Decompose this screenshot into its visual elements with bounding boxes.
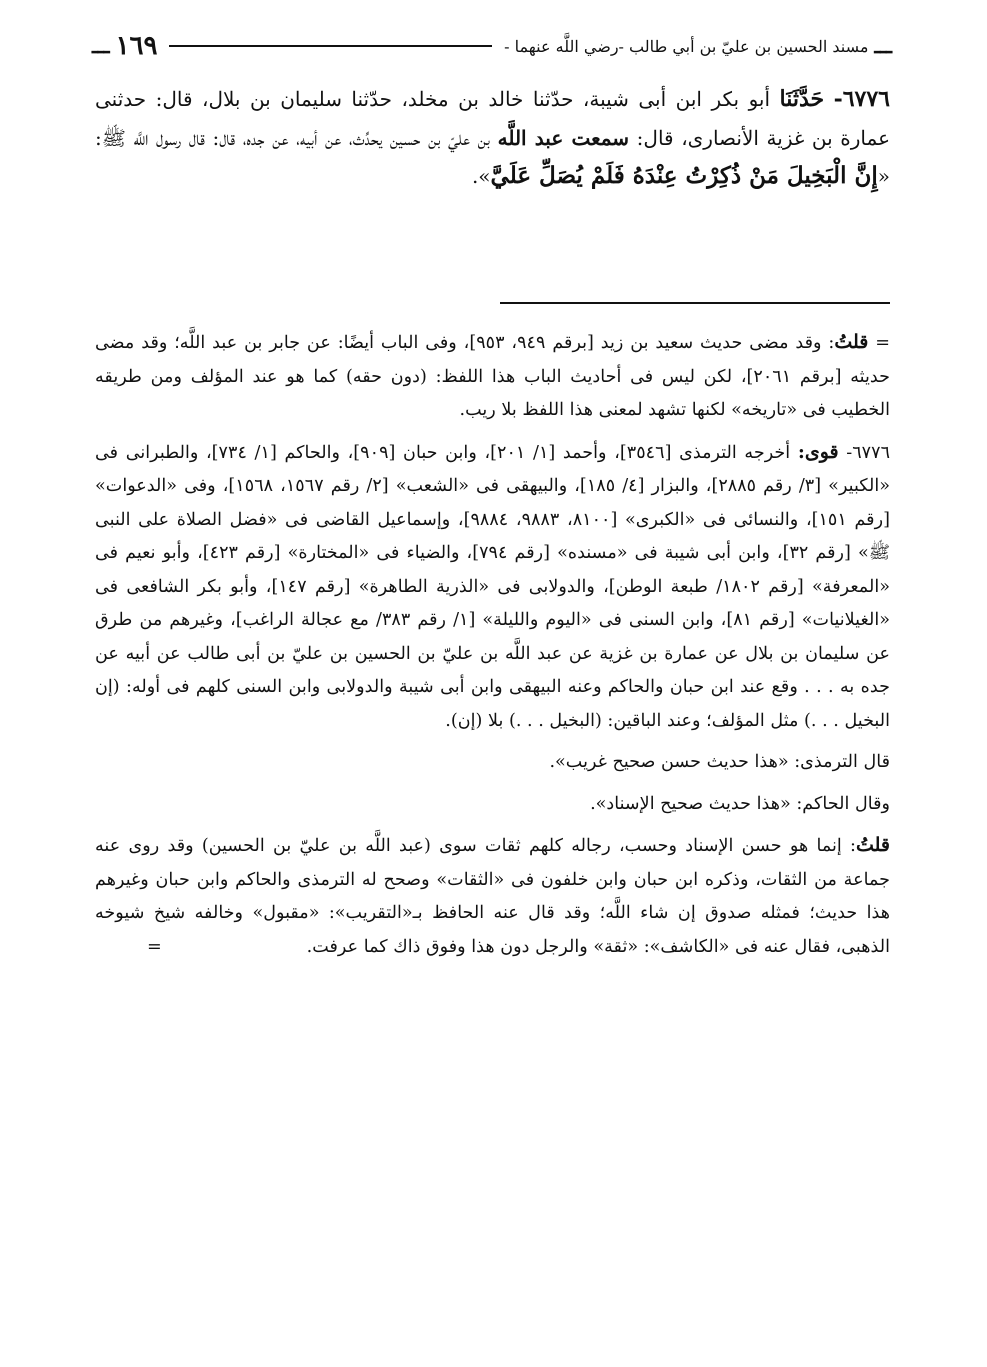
takhrij-number: ٦٧٧٦- [846, 442, 891, 463]
header-lead-dash: ـــ [874, 34, 892, 58]
continuation-mark-end: = [147, 936, 162, 957]
author-comment [95, 829, 890, 964]
hadith-quote: إِنَّ الْبَخِيلَ مَنْ ذُكِرْتُ عِنْدَهُ فَلَمْ يُصَلِّ عَلَيَّ [490, 162, 878, 189]
header-rule [169, 45, 492, 47]
takhrij-note [95, 436, 890, 739]
header-tail-dash: ـــ [92, 34, 110, 58]
note-keyword: قلتُ [834, 331, 869, 353]
hadith-number: ٦٧٧٦- [833, 86, 890, 112]
bold-phrase: سمعت عبد اللَّه [497, 125, 630, 150]
continuation-mark: = [875, 333, 891, 353]
footnote-separator [500, 302, 890, 304]
note-text: : وقد مضى حديث سعيد بن زيد [برقم ٩٤٩، ٩٥٣]، وفى الباب أيضًا: عن جابر بن عبد اللَّه؛ وقد مضى حديثه [برقم ٢٠٦١]، لكن ليس فى أحاديث الباب هذا اللفظ: (دون حقه) كما هو عند المؤلف ومن طريقه الخطيب فى «تاريخه» لكنها تشهد لمعنى هذا اللفظ بلا ريب. [95, 333, 890, 420]
takhrij-grade: قوى: [797, 440, 839, 463]
page-number: ١٦٩ [115, 31, 158, 61]
takhrij-text: أخرجه الترمذى [٣٥٤٦]، وأحمد [١/ ٢٠١]، وابن حبان [٩٠٩]، والحاكم [١/ ٧٣٤]، والطبرانى فى «الكبير» [٣/ رقم ٢٨٨٥]، والبزار [٤/ ١٨٥]، والبيهقى فى «الشعب» [٢/ رقم ١٥٦٧، ١٥٦٨]، وفى «الدعوات» [رقم ١٥١]، والنسائى فى «الكبرى» [٨١٠٠، ٩٨٨٣، ٩٨٨٤]، وإسماعيل القاضى فى «فضل الصلاة على النبى ﷺ» [رقم ٣٢]، وابن أبى شيبة فى «مسنده» [رقم ٧٩٤]، والضياء فى «المختارة» [رقم ٤٢٣]، وأبو نعيم فى «المعرفة» [رقم ١٨٠٢/ طبعة الوطن]، والدولابى فى «الذرية الطاهرة» [رقم ١٤٧]، وأبو بكر الشافعى فى «الغيلانيات» [رقم ٨١]، وابن السنى فى «اليوم والليلة» [١/ رقم ٣٨٣/ مع عجالة الراغب]، وغيرهم من طرق عن سليمان بن بلال عن عمارة بن غزية عن عبد اللَّه بن عليّ بن الحسين بن عليّ بن أبى طالب عن أبيه عن جده به . . . وقع عند ابن حبان والحاكم وعنه البيهقى وابن أبى شيبة والدولابى وابن السنى كلهم فى أوله: (إن البخيل . . .) مثل المؤلف؛ وعند الباقين: (البخيل . . .) بلا (إن). [95, 442, 890, 731]
note-previous-continuation [95, 326, 890, 428]
tirmidhi-verdict: قال الترمذى: «هذا حديث حسن صحيح غريب». [549, 752, 890, 772]
comment-keyword: قلتُ [855, 834, 890, 856]
running-header [92, 26, 892, 66]
comment-text: : إنما هو حسن الإسناد وحسب، رجاله كلهم ثقات سوى (عبد اللَّه بن عليّ بن الحسين) وقد روى عنه جماعة من الثقات، وذكره ابن حبان وابن خلفون فى «الثقات» وصحح له الترمذى والحاكم وابن حبان وغيرهم هذا حديث؛ فمثله صدوق إن شاء اللَّه؛ وقد قال عنه الحافظ بـ«التقريب»: «مقبول» وخالفه شيخ شيوخه الذهبى، فقال عنه فى «الكاشف»: «ثقة» والرجل دون هذا وفوق ذاك كما عرفت. [95, 836, 890, 957]
header-title: مسند الحسين بن عليّ بن أبي طالب -رضي اللَّه عنهما - [504, 36, 869, 56]
hadith-opener: حَدَّثَنَا [779, 86, 825, 112]
hadith-closing: ». [471, 164, 491, 188]
hadith-text [95, 80, 890, 196]
hadith-chain: أبو بكر ابن أبى شيبة، حدّثنا خالد بن مخلد، حدّثنا سليمان بن بلال، قال: حدثنى عمارة بن غزية الأنصارى، قال: سمعت عبد اللَّه بن عليّ بن حسين يحدِّث، عن أبيه، عن جده، قال: قال رسول اللَّه ﷺ: « [95, 87, 891, 188]
hakim-verdict: وقال الحاكم: «هذا حديث صحيح الإسناد». [590, 793, 890, 814]
commentary [95, 326, 890, 964]
